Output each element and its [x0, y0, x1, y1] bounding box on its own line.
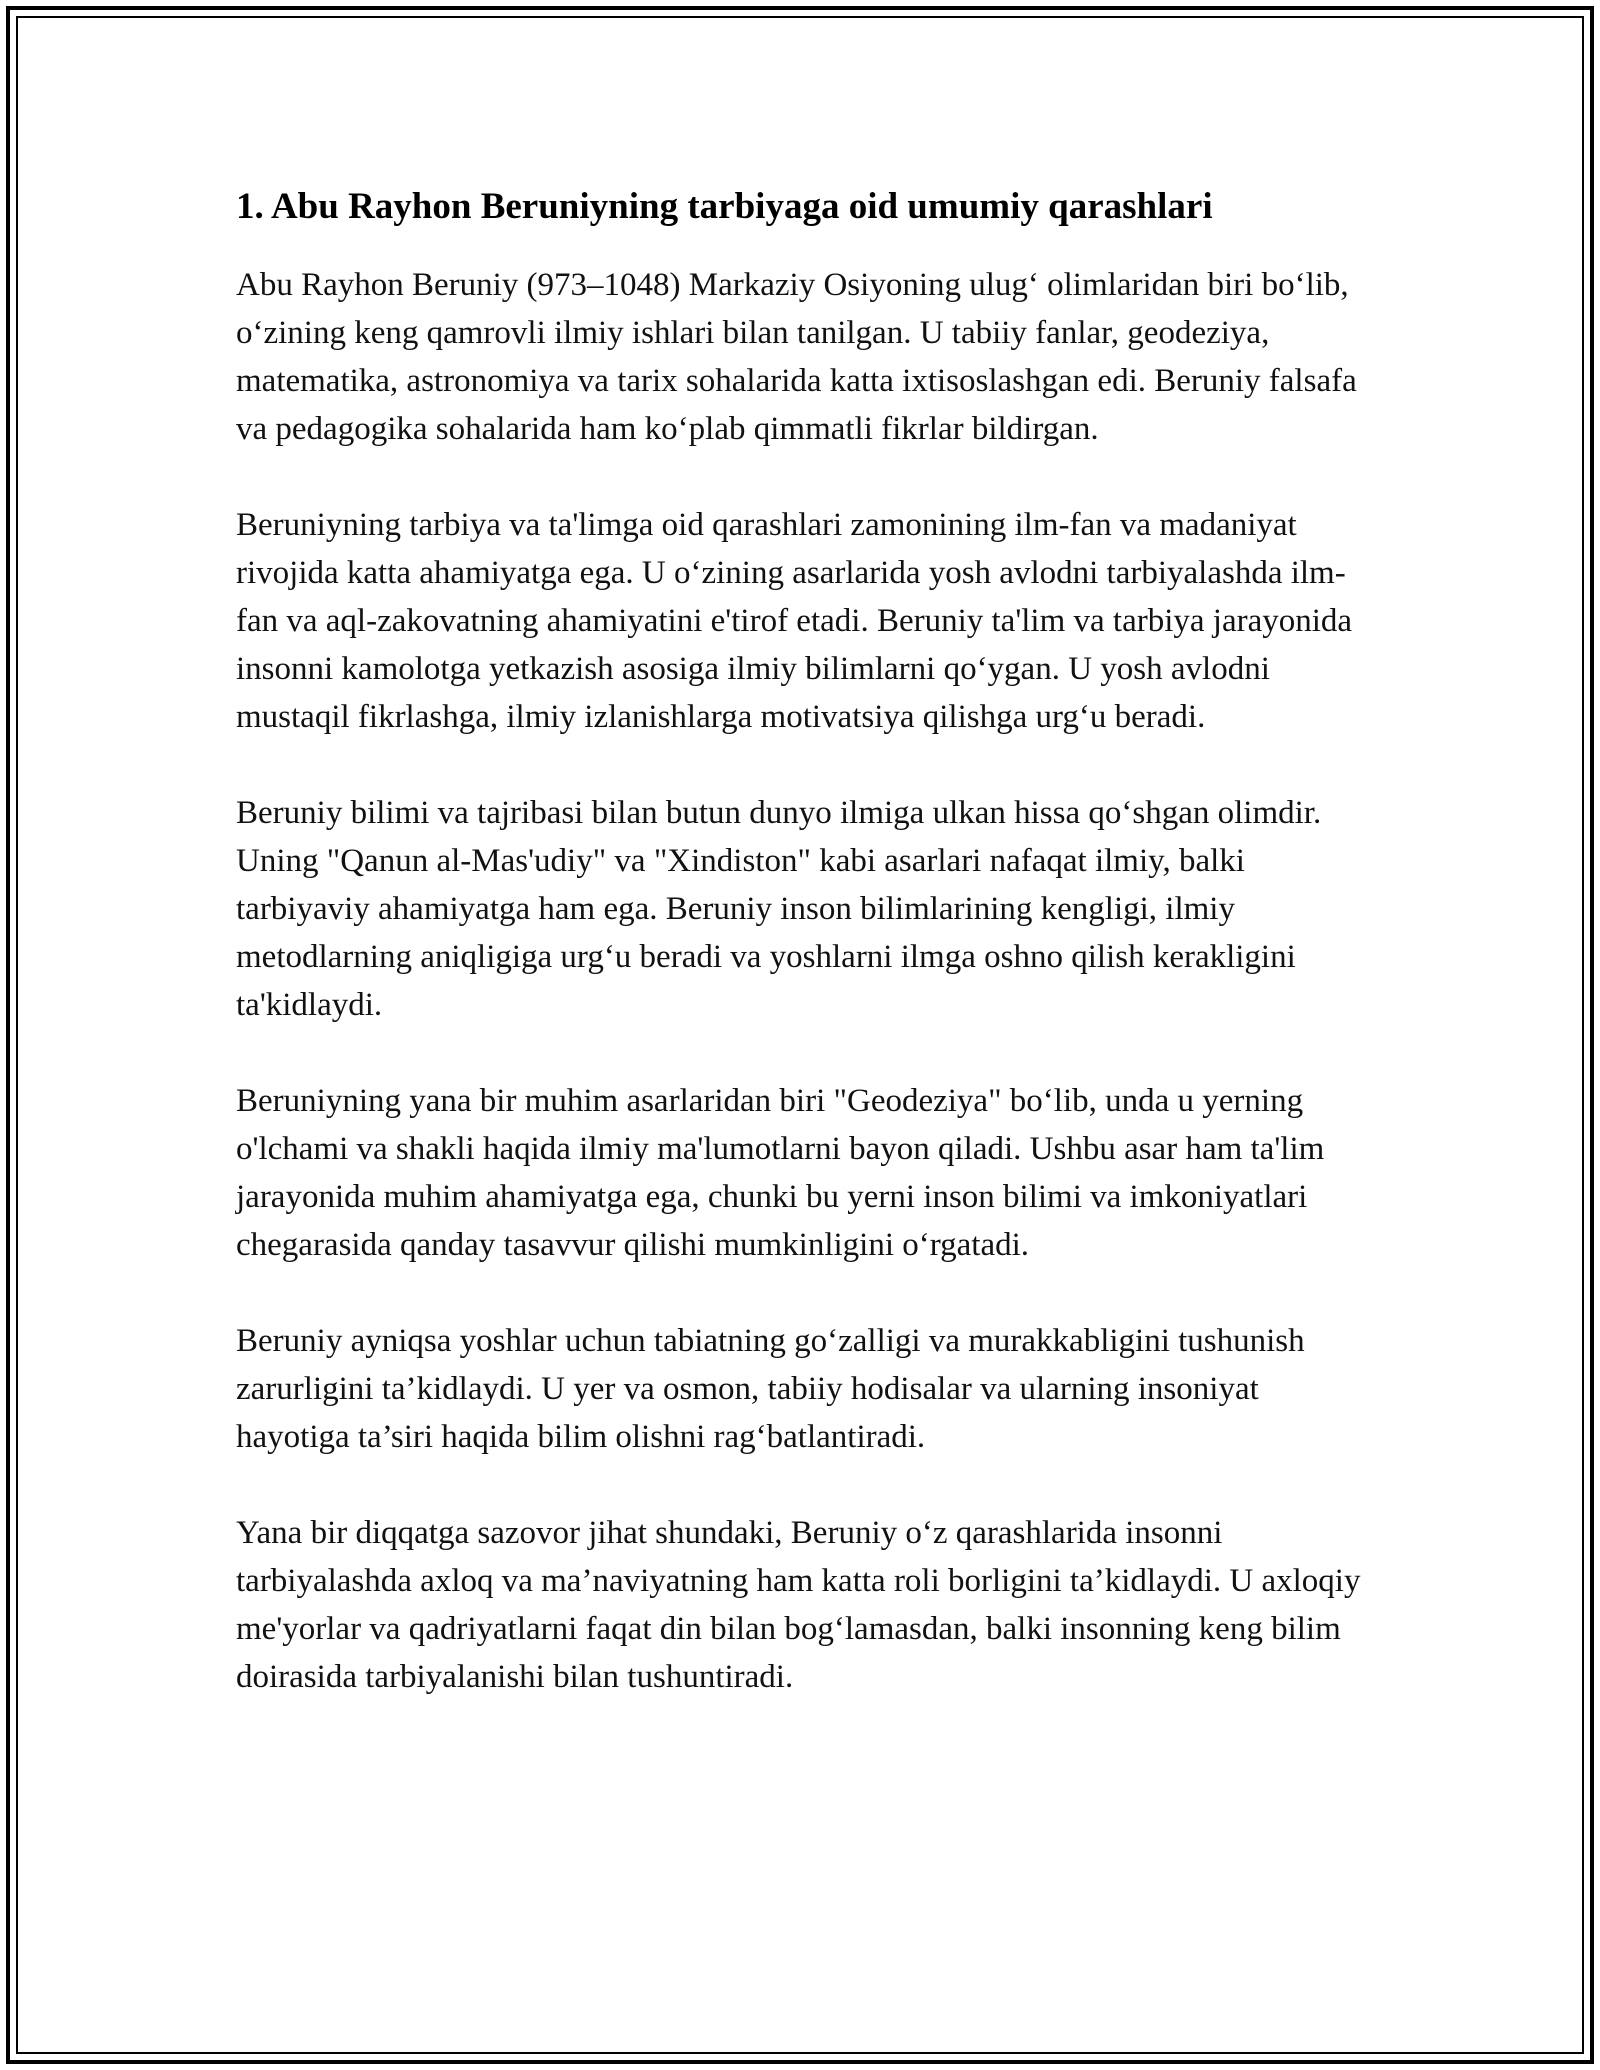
- paragraph-intro: Abu Rayhon Beruniy (973–1048) Markaziy Osiyoning ulug‘ olimlaridan biri bo‘lib, o‘zining keng qamrovli ilmiy ishlari bilan tanilgan. U tabiiy fanlar, geodeziya, matematika, astronomiya va tarix sohalarida katta ixtisoslashgan edi. Beruniy falsafa va pedagogika sohalarida ham ko‘plab qimmatli fikrlar bildirgan.: [236, 267, 1357, 448]
- paragraph-nature: Beruniy ayniqsa yoshlar uchun tabiatning go‘zalligi va murakkabligini tushunish zarurligini ta’kidlaydi. U yer va osmon, tabiiy hodisalar va ularning insoniyat hayotiga ta’siri haqida bilim olishni rag‘batlantiradi.: [236, 1323, 1305, 1456]
- paragraph-works: Beruniy bilimi va tajribasi bilan butun dunyo ilmiga ulkan hissa qo‘shgan olimdir. Uning "Qanun al-Mas'udiy" va "Xindiston" kabi asarlari nafaqat ilmiy, balki tarbiyaviy ahamiyatga ham ega. Beruniy inson bilimlarining kengligi, ilmiy metodlarning aniqligiga urg‘u beradi va yoshlarni ilmga oshno qilish kerakligini ta'kidlaydi.: [236, 795, 1322, 1024]
- paragraph-education-views: Beruniyning tarbiya va ta'limga oid qarashlari zamonining ilm-fan va madaniyat rivojida katta ahamiyatga ega. U o‘zining asarlarida yosh avlodni tarbiyalashda ilm-fan va aql-zakovatning ahamiyatini e'tirof etadi. Beruniy ta'lim va tarbiya jarayonida insonni kamolotga yetkazish asosiga ilmiy bilimlarni qo‘ygan. U yosh avlodni mustaqil fikrlashga, ilmiy izlanishlarga motivatsiya qilishga urg‘u beradi.: [236, 507, 1353, 736]
- paragraph-geodesy: Beruniyning yana bir muhim asarlaridan biri "Geodeziya" bo‘lib, unda u yerning o'lchami va shakli haqida ilmiy ma'lumotlarni bayon qiladi. Ushbu asar ham ta'lim jarayonida muhim ahamiyatga ega, chunki bu yerni inson bilimi va imkoniyatlari chegarasida qanday tasavvur qilishi mumkinligini o‘rgatadi.: [236, 1083, 1325, 1264]
- section-title: 1. Abu Rayhon Beruniyning tarbiyaga oid umumiy qarashlari: [236, 186, 1213, 227]
- paragraph-morality: Yana bir diqqatga sazovor jihat shundaki, Beruniy o‘z qarashlarida insonni tarbiyalashda axloq va ma’naviyatning ham katta roli borligini ta’kidlaydi. U axloqiy me'yorlar va qadriyatlarni faqat din bilan bog‘lamasdan, balki insonning keng bilim doirasida tarbiyalanishi bilan tushuntiradi.: [236, 1515, 1361, 1696]
- document-body: [236, 185, 1366, 1749]
